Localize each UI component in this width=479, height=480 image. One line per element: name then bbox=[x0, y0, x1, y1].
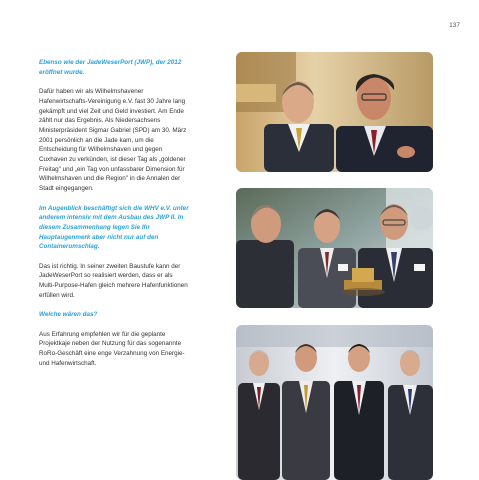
photo-two-men-talking bbox=[236, 52, 433, 172]
question-2: Im Augenblick beschäftigt sich die WHV e.V. unter anderem intensiv mit dem Ausbau des JWP II. In diesem Zusammenhang legen Sie Ihr Hauptaugenmerk aber nicht nur auf den Containerumschlag. bbox=[39, 204, 189, 251]
question-3: Welche wären das? bbox=[39, 311, 98, 319]
article-text bbox=[39, 58, 189, 378]
question-1: Ebenso wie der JadeWeserPort (JWP), der 2012 eröffnet wurde. bbox=[39, 59, 182, 76]
photo-award-handover bbox=[236, 188, 433, 308]
photo-four-men-group bbox=[236, 325, 433, 480]
page-number: 137 bbox=[449, 22, 460, 29]
answer-2: Das ist richtig. In seiner zweiten Baustufe kann der JadeWeserPort so realisiert werden, dass er als Multi-Purpose-Hafen gleich mehrere Hafenfunktionen erfüllen wird. bbox=[39, 262, 188, 299]
answer-3: Aus Erfahrung empfehlen wir für die geplante Projektkaje neben der Nutzung für das sogenannte RoRo-Geschäft eine enge Verzahnung von Energie- und Hafenwirtschaft. bbox=[39, 330, 185, 367]
answer-1: Dafür haben wir als Wilhelmshavener Hafenwirtschafts-Vereinigung e.V. fast 30 Jahre lang gekämpft und viel Zeit und Geld investiert. Am Ende zählt nur das Ergebnis. Als Niedersachsens Ministerpräsident Sigmar Gabriel (SPD) am 30. März 2001 persönlich an die Jade kam, um die Entscheidung für Wilhelmshaven und gegen Cuxhaven zu verkünden, ist dieser Tag als „goldener Freitag" und „ein Tag von unfassbarer Dimension für Wilhelmshaven und die Region" in die Annalen der Stadt eingegangen. bbox=[39, 88, 187, 193]
